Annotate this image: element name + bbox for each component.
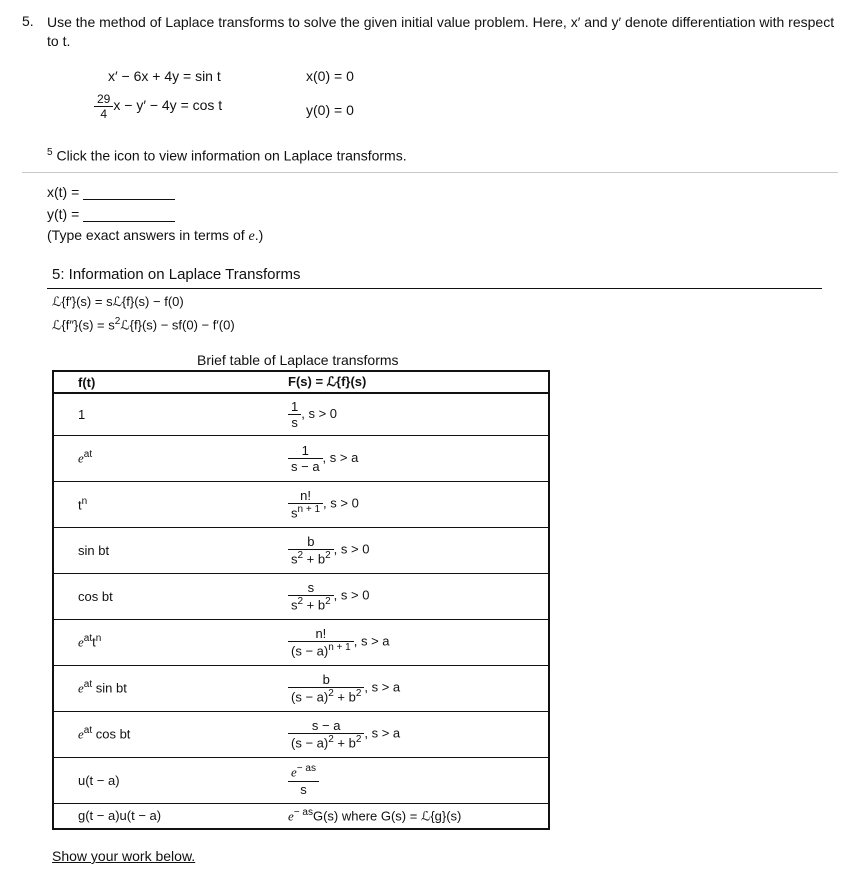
equation-1: x′ − 6x + 4y = sin t	[108, 68, 221, 84]
coefficient-fraction: $\frac{29}{4}$	[94, 92, 113, 121]
table-row: $e^{at}t^n$ $\frac{n!}{(s - a)^{n + 1}}$ , s > a	[53, 619, 549, 665]
table-header	[53, 371, 549, 393]
col-header-f: f(t)	[53, 371, 272, 393]
laplace-table	[52, 370, 550, 830]
initial-condition-x: x(0) = 0	[306, 68, 354, 84]
table-row: cos bt $\frac{s}{s^2 + b^2}$ , s > 0	[53, 573, 549, 619]
answer-x-input[interactable]	[83, 185, 175, 200]
laplace-info-link[interactable]: $^5$ Click the icon to view information on Laplace transforms.	[47, 147, 407, 164]
divider	[22, 172, 838, 173]
table-row: $e^{at}$ sin bt $\frac{b}{(s - a)^2 + b^2}$ , s > a	[53, 665, 549, 711]
table-row: u(t − a) $\frac{e^{- as}}{s}$	[53, 757, 549, 803]
laplace-rule-2: ℒ{f″}(s) = $s^2ℒ\{f\}(s) - sf(0) - f'(0)$	[52, 316, 235, 333]
col-header-F: F(s) = ℒ{f}(s)	[272, 371, 549, 393]
show-work-link[interactable]: Show your work below.	[52, 848, 196, 864]
initial-condition-y: y(0) = 0	[306, 102, 354, 118]
equation-2: $\frac{29}{4}$ x − y′ − 4y = cos t	[94, 92, 222, 121]
question-number: 5.	[22, 13, 34, 29]
answer-hint: (Type exact answers in terms of e.)	[47, 227, 264, 244]
laplace-rule-1: ℒ{f′}(s) = sℒ{f}(s) − f(0)	[52, 294, 184, 309]
answer-y-row	[47, 206, 175, 222]
table-row: $e^{at}$ $\frac{1}{s - a}$ , s > a	[53, 435, 549, 481]
answer-x-label: x(t) =	[47, 184, 80, 200]
answer-x-row	[47, 184, 175, 200]
info-title: 5: Information on Laplace Transforms	[52, 266, 301, 283]
question-instruction: Use the method of Laplace transforms to solve the given initial value problem. Here, x′ and y′ denote differentiation with respect to t.	[47, 14, 835, 49]
answer-y-label: y(t) =	[47, 206, 80, 222]
info-divider	[47, 288, 822, 289]
table-row: $t^n$ $\frac{n!}{s^{n + 1}}$ , s > 0	[53, 481, 549, 527]
table-row: $e^{at}$ cos bt $\frac{s - a}{(s - a)^2 + b^2}$ , s > a	[53, 711, 549, 757]
table-row: sin bt $\frac{b}{s^2 + b^2}$ , s > 0	[53, 527, 549, 573]
table-caption: Brief table of Laplace transforms	[197, 352, 399, 368]
table-row: g(t − a)u(t − a) $e^{- as}G(s)$ where G(s) = ℒ{g}(s)	[53, 803, 549, 829]
answer-y-input[interactable]	[83, 207, 175, 222]
table-row: 1 $\frac{1}{s}$ , s > 0	[53, 393, 549, 435]
